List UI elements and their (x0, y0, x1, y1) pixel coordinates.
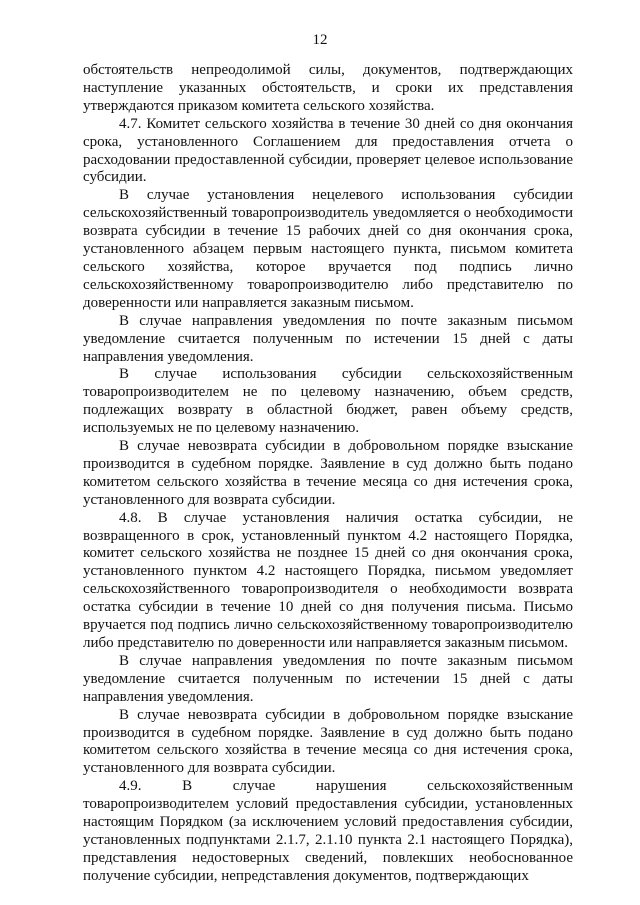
paragraph-4-8: 4.8. В случае установления наличия остатка субсидии, не возвращенного в срок, установленный пунктом 4.2 настоящего Порядка, комитет сельского хозяйства не позднее 15 дней со дня окончания срока, установленного пунктом 4.2 настоящего Порядка, письмом уведомляет сельскохозяйственного товаропроизводителя о необходимости возврата остатка субсидии в течение 10 дней со дня получения письма. Письмо вручается под подпись лично сельскохозяйственному товаропроизводителю либо представителю по доверенности или направляется заказным письмом. (83, 509, 573, 651)
paragraph-4-7: 4.7. Комитет сельского хозяйства в течение 30 дней со дня окончания срока, установленного Соглашением для предоставления отчета о расходовании предоставленной субсидии, проверяет целевое использование субсидии. (83, 115, 573, 186)
paragraph-continuation: обстоятельств непреодолимой силы, документов, подтверждающих наступление указанных обстоятельств, и сроки их представления утверждаются приказом комитета сельского хозяйства. (83, 62, 573, 114)
paragraph-court-recovery: В случае невозврата субсидии в добровольном порядке взыскание производится в судебном порядке. Заявление в суд должно быть подано комитетом сельского хозяйства в течение месяца со дня истечения срока, установленного для возврата субсидии. (83, 438, 573, 508)
paragraph-4-9: 4.9. В случае нарушения сельскохозяйственным товаропроизводителем условий предоставления субсидии, установленных настоящим Порядком (за исключением условий предоставления субсидии, установленных подпунктами 2.1.7, 2.1.10 пункта 2.1 настоящего Порядка), представления недостоверных сведений, повлекших необоснованное получение субсидии, непредставления документов, подтверждающих (83, 778, 573, 884)
paragraph-court-recovery-2: В случае невозврата субсидии в добровольном порядке взыскание производится в судебном порядке. Заявление в суд должно быть подано комитетом сельского хозяйства в течение месяца со дня истечения срока, установленного для возврата субсидии. (83, 706, 573, 777)
paragraph-misuse-notice: В случае установления нецелевого использования субсидии сельскохозяйственный товаропроизводитель уведомляется о необходимости возврата субсидии в течение 15 рабочих дней со дня окончания срока, установленного абзацем первым настоящего пункта, письмом комитета сельского хозяйства, которое вручается под подпись лично сельскохозяйственному товаропроизводителю либо представителю по доверенности или направляется заказным письмом. (83, 187, 573, 311)
document-body (83, 62, 573, 886)
page-number: 12 (312, 32, 328, 48)
paragraph-return-amount: В случае использования субсидии сельскохозяйственным товаропроизводителем не по целевому назначению, объем средств, подлежащих возврату в областной бюджет, равен объему средств, используемых не по целевому назначению. (83, 366, 573, 437)
paragraph-mail-notice-2: В случае направления уведомления по почте заказным письмом уведомление считается полученным по истечении 15 дней с даты направления уведомления. (83, 652, 573, 705)
paragraph-mail-notice: В случае направления уведомления по почте заказным письмом уведомление считается полученным по истечении 15 дней с даты направления уведомления. (83, 312, 573, 365)
